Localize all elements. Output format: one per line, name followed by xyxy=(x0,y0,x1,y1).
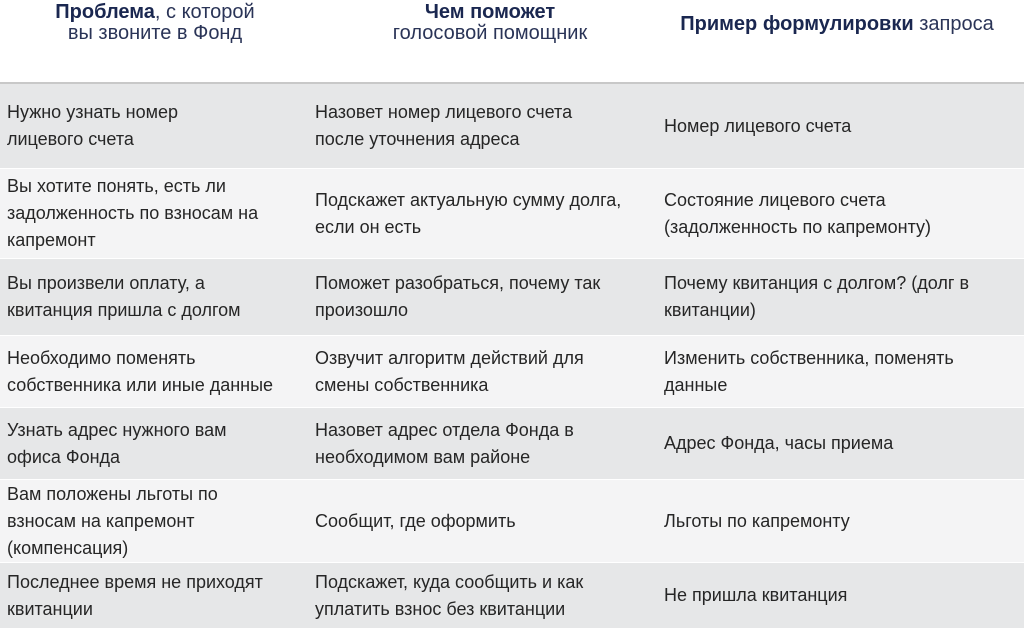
header-help-line2: голосовой помощник xyxy=(392,22,588,44)
cell-problem: Вы хотите понять, есть ли задолженность по взносам на капремонт xyxy=(7,176,259,250)
table-row xyxy=(0,336,1024,408)
cell-problem: Вы произвели оплату, а квитанция пришла с долгом xyxy=(7,273,241,320)
cell-help: Подскажет актуальную сумму долга, если он есть xyxy=(315,189,622,237)
table-row xyxy=(0,169,1024,259)
header-problem-rest: , с которой xyxy=(154,1,255,23)
table-header xyxy=(0,0,1024,84)
header-problem-bold: Проблема xyxy=(55,1,155,23)
header-problem-line2: вы звоните в Фонд xyxy=(67,22,243,44)
header-example xyxy=(650,0,1024,65)
table-row xyxy=(0,84,1024,169)
cell-help: Озвучит алгоритм действий для смены собственника xyxy=(315,347,584,395)
cell-problem: Последнее время не приходят квитанции xyxy=(7,571,263,619)
table-row xyxy=(0,480,1024,563)
cell-help: Поможет разобраться, почему так произошло xyxy=(315,273,601,320)
cell-problem: Необходимо поменять собственника или иные данные xyxy=(7,347,274,395)
cell-example: Состояние лицевого счета (задолженность по капремонту) xyxy=(664,189,932,237)
table-row xyxy=(0,563,1024,628)
cell-example: Изменить собственника, поменять данные xyxy=(664,347,954,395)
cell-problem: Вам положены льготы по взносам на капремонт (компенсация) xyxy=(7,483,218,558)
cell-example: Почему квитанция с долгом? (долг в квитанции) xyxy=(664,273,970,320)
cell-example: Льготы по капремонту xyxy=(664,510,850,531)
cell-help: Сообщит, где оформить xyxy=(315,510,516,531)
table-row xyxy=(0,259,1024,336)
table-row xyxy=(0,408,1024,480)
header-help-bold: Чем поможет xyxy=(424,1,556,23)
cell-example: Не пришла квитанция xyxy=(664,585,848,605)
header-problem xyxy=(0,0,310,64)
cell-help: Подскажет, куда сообщить и как уплатить взнос без квитанции xyxy=(315,571,584,619)
cell-example: Адрес Фонда, часы приема xyxy=(664,433,894,453)
cell-help: Назовет номер лицевого счета после уточнения адреса xyxy=(315,102,573,149)
header-help xyxy=(310,0,670,64)
cell-example: Номер лицевого счета xyxy=(664,115,852,136)
cell-help: Назовет адрес отдела Фонда в необходимом вам районе xyxy=(315,419,574,467)
header-example-bold: Пример формулировки xyxy=(680,12,914,35)
header-example-rest: запроса xyxy=(913,12,994,35)
cell-problem: Нужно узнать номер лицевого счета xyxy=(7,102,178,149)
cell-problem: Узнать адрес нужного вам офиса Фонда xyxy=(7,419,227,467)
